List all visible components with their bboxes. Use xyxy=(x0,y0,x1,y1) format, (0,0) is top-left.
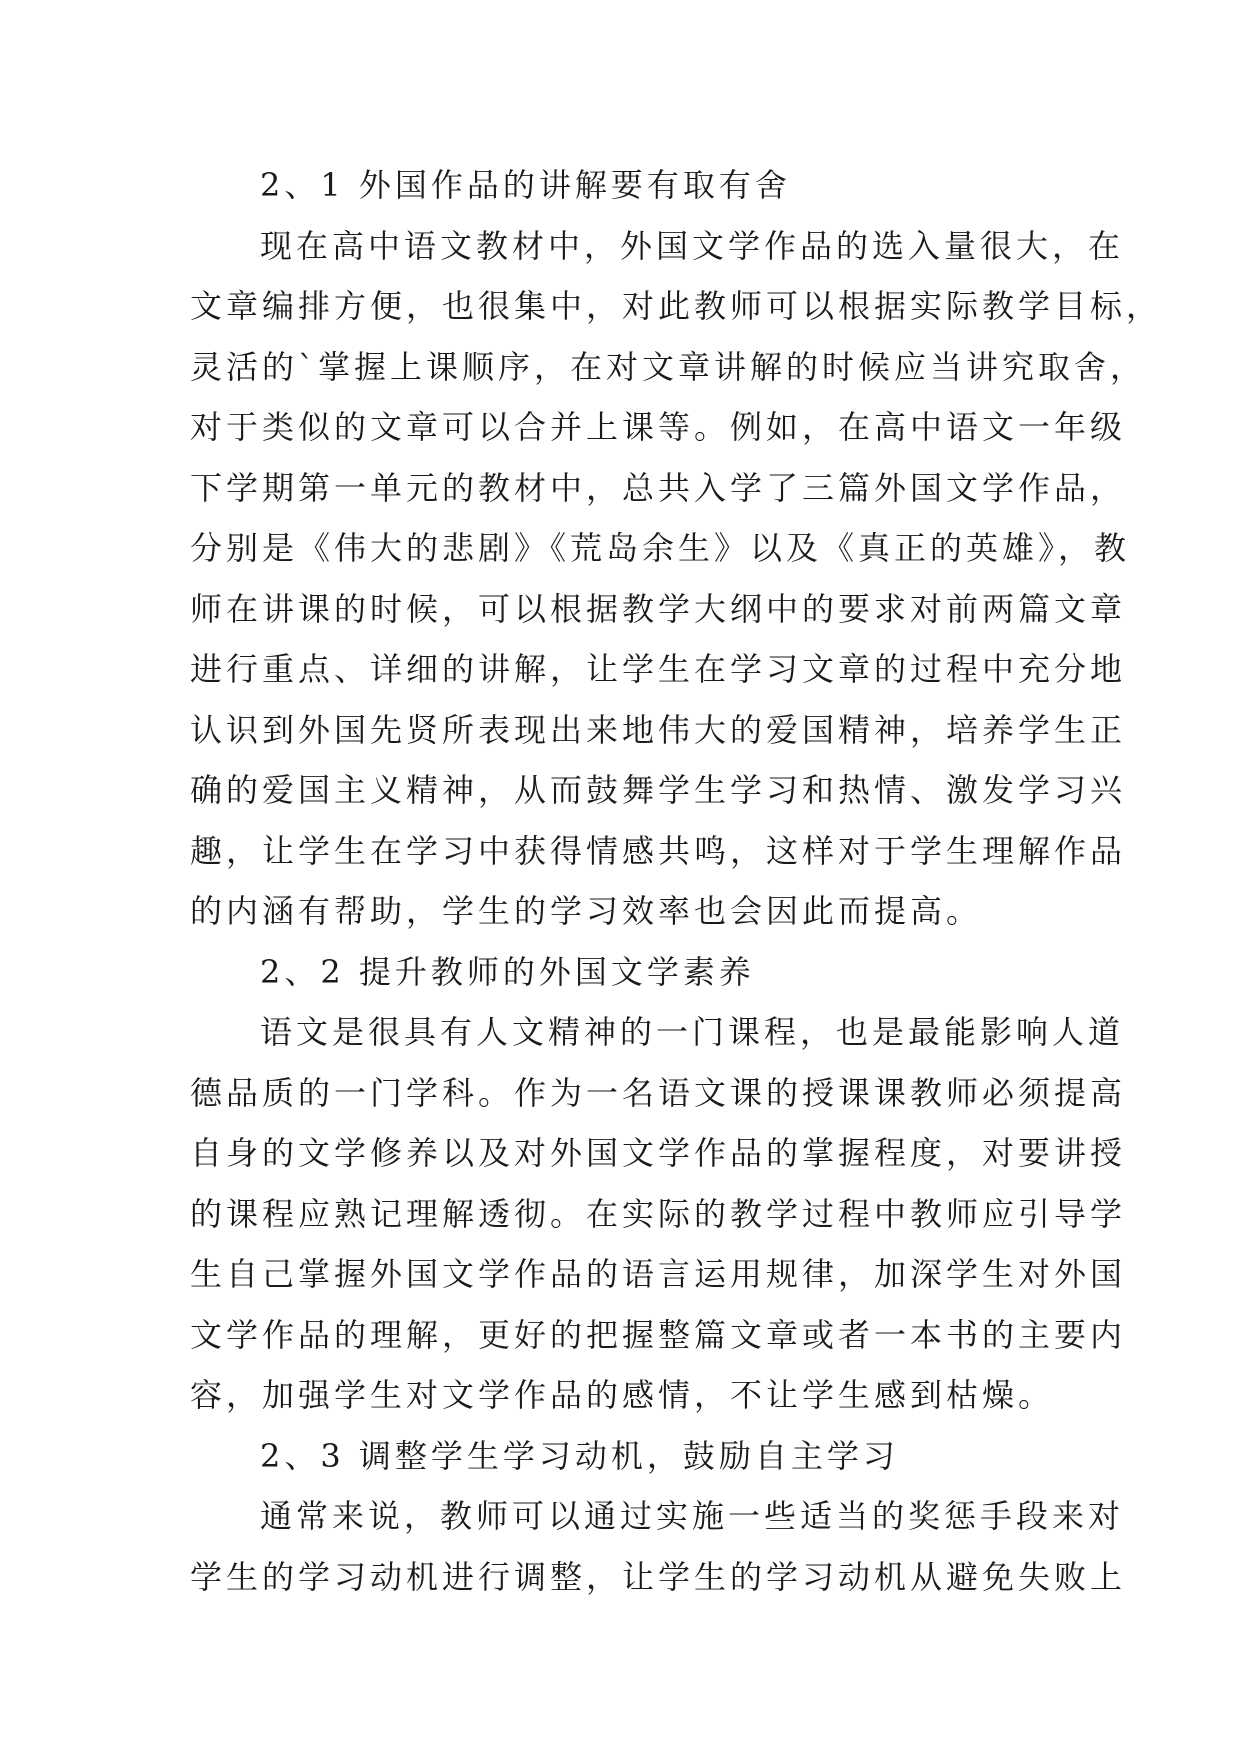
paragraph-line: 进行重点、详细的讲解，让学生在学习文章的过程中充分地 xyxy=(190,650,1127,688)
paragraph-line: 通常来说，教师可以通过实施一些适当的奖惩手段来对 xyxy=(260,1497,1125,1535)
paragraph-line: 的课程应熟记理解透彻。在实际的教学过程中教师应引导学 xyxy=(190,1194,1127,1233)
paragraph-line: 文学作品的理解，更好的把握整篇文章或者一本书的主要内 xyxy=(190,1315,1127,1354)
paragraph-line: 确的爱国主义精神，从而鼓舞学生学习和热情、激发学习兴 xyxy=(190,771,1127,809)
paragraph-line: 现在高中语文教材中，外国文学作品的选入量很大，在 xyxy=(260,226,1125,265)
paragraph-line: 容，加强学生对文学作品的感情，不让学生感到枯燥。 xyxy=(190,1376,1055,1414)
section-heading-2-2: 2、2 提升教师的外国文学素养 xyxy=(260,952,755,991)
paragraph-line: 师在讲课的时候，可以根据教学大纲中的要求对前两篇文章 xyxy=(190,589,1127,628)
document-page xyxy=(190,155,1163,1607)
paragraph-line: 德品质的一门学科。作为一名语文课的授课课教师必须提高 xyxy=(190,1073,1127,1112)
paragraph-line: 文章编排方便，也很集中，对此教师可以根据实际教学目标， xyxy=(190,287,1163,325)
paragraph-line: 灵活的`掌握上课顺序，在对文章讲解的时候应当讲究取舍， xyxy=(190,347,1147,386)
paragraph-line: 分别是《伟大的悲剧》《荒岛余生》以及《真正的英雄》，教 xyxy=(190,529,1131,567)
paragraph-line: 学生的学习动机进行调整，让学生的学习动机从避免失败上 xyxy=(190,1557,1127,1596)
paragraph-line: 趣，让学生在学习中获得情感共鸣，这样对于学生理解作品 xyxy=(190,831,1127,870)
paragraph-line: 语文是很具有人文精神的一门课程，也是最能影响人道 xyxy=(260,1013,1125,1051)
section-heading-2-3: 2、3 调整学生学习动机，鼓励自主学习 xyxy=(260,1436,899,1475)
paragraph-line: 认识到外国先贤所表现出来地伟大的爱国精神，培养学生正 xyxy=(190,710,1127,749)
paragraph-line: 下学期第一单元的教材中，总共入学了三篇外国文学作品， xyxy=(190,468,1127,507)
section-heading-2-1: 2、1 外国作品的讲解要有取有舍 xyxy=(260,166,791,204)
paragraph-line: 对于类似的文章可以合并上课等。例如，在高中语文一年级 xyxy=(190,408,1127,446)
paragraph-line: 生自己掌握外国文学作品的语言运用规律，加深学生对外国 xyxy=(190,1255,1127,1293)
paragraph-line: 的内涵有帮助，学生的学习效率也会因此而提高。 xyxy=(190,892,983,930)
paragraph-line: 自身的文学修养以及对外国文学作品的掌握程度，对要讲授 xyxy=(190,1134,1127,1172)
